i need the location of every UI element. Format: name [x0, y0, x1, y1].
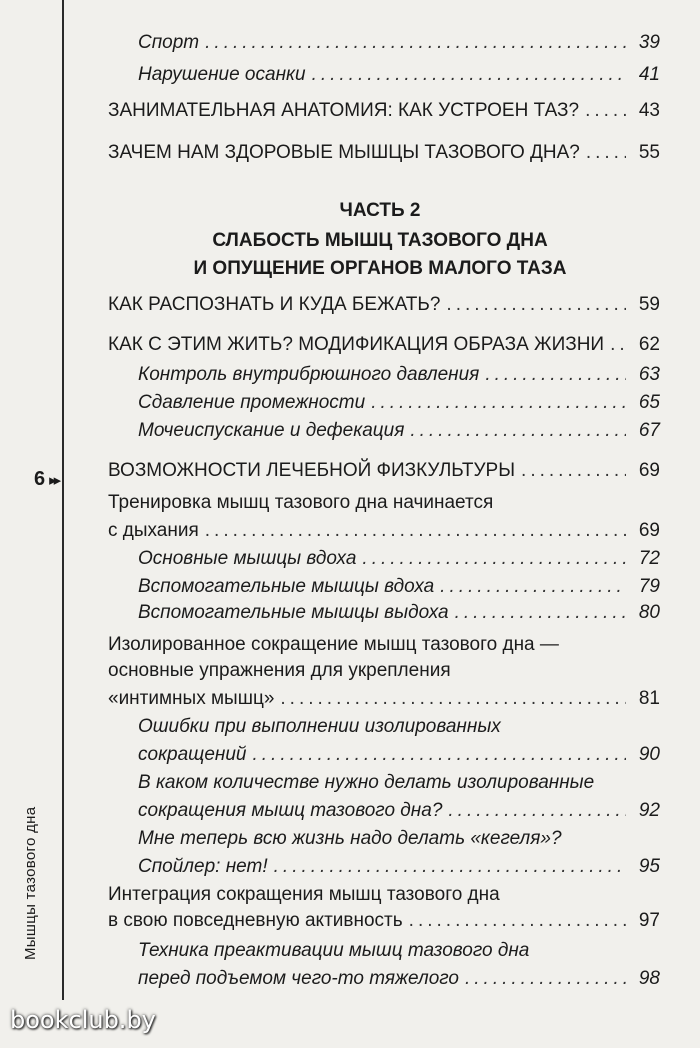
toc-entry-title: Сдавление промежности — [138, 392, 366, 413]
toc-entry-page: 90 — [638, 744, 660, 765]
toc-entry-title-line: Ошибки при выполнении изолированных — [138, 716, 501, 737]
toc-entry-title: Нарушение осанки — [138, 64, 306, 85]
leader-dots — [280, 688, 626, 710]
toc-entry-title: перед подъемом чего-то тяжелого — [138, 968, 459, 989]
toc-entry-isolated[interactable] — [108, 688, 660, 710]
toc-entry-page: 62 — [638, 334, 660, 355]
toc-entry-lifestyle[interactable] — [108, 334, 660, 356]
toc-entry-page: 69 — [638, 460, 660, 481]
leader-dots — [409, 910, 626, 932]
toc-entry-title-line: Техника преактивации мышц тазового дна — [138, 940, 530, 961]
toc-entry-quantity[interactable] — [138, 800, 660, 822]
toc-entry-title-line: Интеграция сокращения мышц тазового дна — [108, 884, 500, 905]
toc-entry-title-line: основные упражнения для укрепления — [108, 660, 451, 681]
toc-entry-title: сокращений — [138, 744, 247, 765]
leader-dots — [440, 576, 626, 598]
toc-entry-title-line: Мне теперь всю жизнь надо делать «кегеля»? — [138, 828, 562, 849]
toc-entry-anatomy[interactable] — [108, 100, 660, 122]
toc-entry-page: 67 — [638, 420, 660, 441]
toc-entry-page: 98 — [638, 968, 660, 989]
toc-entry-why-healthy[interactable] — [108, 142, 660, 164]
toc-entry-page: 41 — [638, 64, 660, 85]
toc-entry-page: 65 — [638, 392, 660, 413]
toc-entry-page: 59 — [638, 294, 660, 315]
margin-rule — [62, 0, 64, 1000]
toc-entry-pressure[interactable] — [138, 364, 660, 386]
toc-entry-aux-exhale[interactable] — [138, 602, 660, 624]
toc-entry-page: 72 — [638, 548, 660, 569]
toc-entry-title: Вспомогательные мышцы вдоха — [138, 576, 435, 597]
toc-entry-title: «интимных мышц» — [108, 688, 275, 709]
leader-dots — [446, 294, 626, 316]
toc-entry-title: с дыхания — [108, 520, 199, 541]
toc-entry-title: КАК РАСПОЗНАТЬ И КУДА БЕЖАТЬ? — [108, 294, 441, 315]
part-title-line1: СЛАБОСТЬ МЫШЦ ТАЗОВОГО ДНА — [212, 230, 548, 251]
toc-entry-page: 92 — [638, 800, 660, 821]
toc-entry-title: КАК С ЭТИМ ЖИТЬ? МОДИФИКАЦИЯ ОБРАЗА ЖИЗНИ — [108, 334, 605, 355]
leader-dots — [274, 856, 626, 878]
toc-entry-title-line: Изолированное сокращение мышц тазового дна — — [108, 634, 559, 655]
toc-entry-title: ЗАНИМАТЕЛЬНАЯ АНАТОМИЯ: КАК УСТРОЕН ТАЗ? — [108, 100, 580, 121]
page-number — [34, 468, 58, 491]
toc-entry-page: 80 — [638, 602, 660, 623]
toc-entry-posture[interactable] — [138, 64, 660, 86]
toc-entry-urination[interactable] — [138, 420, 660, 442]
toc-entry-perineum[interactable] — [138, 392, 660, 414]
toc-entry-page: 95 — [638, 856, 660, 877]
running-title: Мышцы тазового дна — [22, 806, 39, 960]
toc-entry-title: в свою повседневную активность — [108, 910, 403, 931]
toc-entry-aux-inhale[interactable] — [138, 576, 660, 598]
toc-entry-title: Основные мышцы вдоха — [138, 548, 357, 569]
toc-entry-kegel[interactable] — [138, 856, 660, 878]
toc-entry-title: Вспомогательные мышцы выдоха — [138, 602, 449, 623]
toc-entry-title: сокращения мышц тазового дна? — [138, 800, 443, 821]
toc-entry-page: 81 — [638, 688, 660, 709]
leader-dots — [371, 392, 626, 414]
toc-entry-page: 79 — [638, 576, 660, 597]
toc-entry-title: Спорт — [138, 32, 200, 53]
toc-entry-title-line: В каком количестве нужно делать изолированные — [138, 772, 595, 793]
toc-entry-sport[interactable] — [138, 32, 660, 54]
leader-dots — [585, 100, 626, 122]
leader-dots — [205, 32, 626, 54]
leader-dots — [465, 968, 626, 990]
leader-dots — [485, 364, 626, 386]
watermark-text: bookclub.by — [10, 1006, 156, 1034]
toc-entry-therapy[interactable] — [108, 460, 660, 482]
toc-entry-title: ВОЗМОЖНОСТИ ЛЕЧЕБНОЙ ФИЗКУЛЬТУРЫ — [108, 460, 516, 481]
toc-entry-page: 63 — [638, 364, 660, 385]
part-title-line2: И ОПУЩЕНИЕ ОРГАНОВ МАЛОГО ТАЗА — [193, 258, 567, 279]
leader-dots — [253, 744, 627, 766]
toc-entry-title-line: Тренировка мышц тазового дна начинается — [108, 492, 494, 513]
leader-dots — [586, 142, 626, 164]
toc-entry-title: ЗАЧЕМ НАМ ЗДОРОВЫЕ МЫШЦЫ ТАЗОВОГО ДНА? — [108, 142, 580, 163]
toc-entry-page: 97 — [638, 910, 660, 931]
leader-dots — [312, 64, 626, 86]
toc-entry-title: Контроль внутрибрюшного давления — [138, 364, 480, 385]
toc-entry-errors[interactable] — [138, 744, 660, 766]
toc-entry-preactivation[interactable] — [138, 968, 660, 990]
toc-entry-page: 43 — [638, 100, 660, 121]
part-number: ЧАСТЬ 2 — [339, 200, 421, 221]
page-number-text: 6 — [34, 468, 46, 490]
leader-dots — [521, 460, 626, 482]
toc-entry-page: 39 — [638, 32, 660, 53]
toc-entry-recognize[interactable] — [108, 294, 660, 316]
leader-dots — [455, 602, 626, 624]
leader-dots — [362, 548, 626, 570]
leader-dots — [610, 334, 626, 356]
toc-entry-breathing[interactable] — [108, 520, 660, 542]
leader-dots — [205, 520, 626, 542]
toc-entry-page: 55 — [638, 142, 660, 163]
toc-entry-main-inhale[interactable] — [138, 548, 660, 570]
leader-dots — [410, 420, 626, 442]
toc-entry-title: Спойлер: нет! — [138, 856, 268, 877]
leader-dots — [448, 800, 626, 822]
double-arrow-icon: ▸▸ — [49, 472, 59, 489]
toc-entry-integration[interactable] — [108, 910, 660, 932]
toc-entry-title: Мочеиспускание и дефекация — [138, 420, 405, 441]
toc-entry-page: 69 — [638, 520, 660, 541]
